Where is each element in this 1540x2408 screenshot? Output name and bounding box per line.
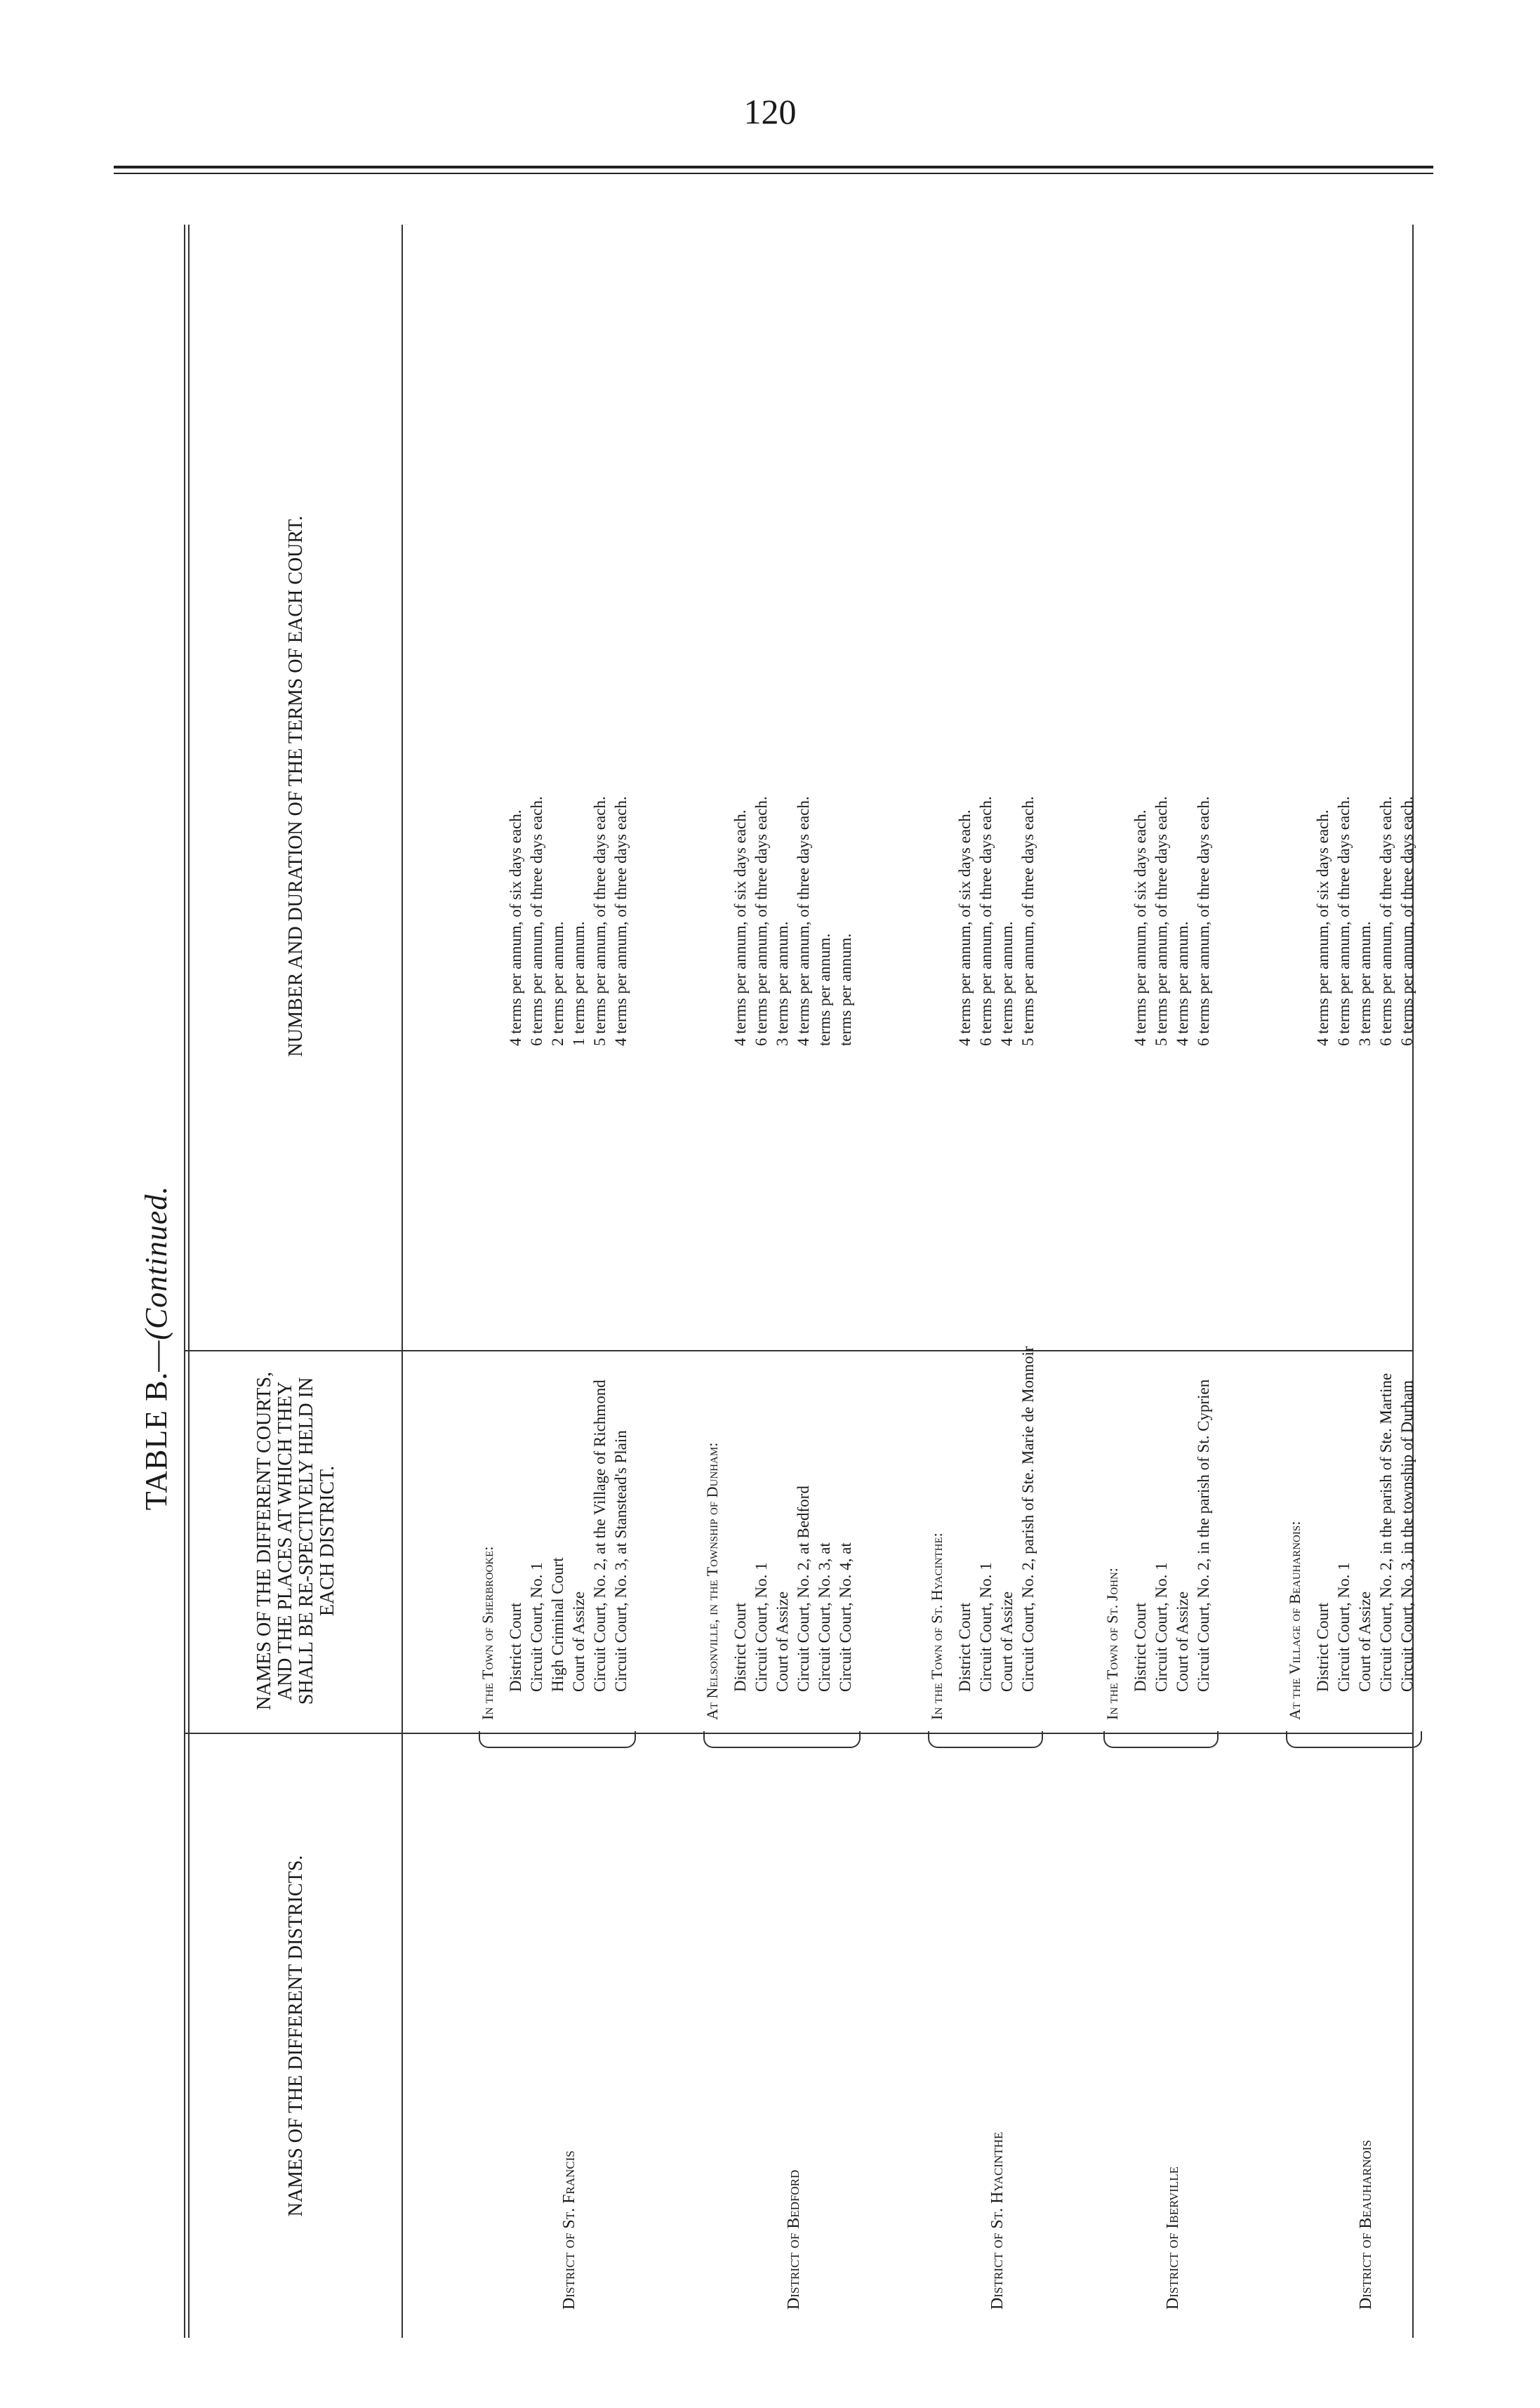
district-location: At the Village of Beauharnois: <box>1286 1521 1303 1720</box>
court-terms: 6 terms per annum, of three days each. <box>752 796 770 1046</box>
court-name: Circuit Court, No. 1 <box>528 1562 545 1692</box>
court-name: District Court <box>956 1602 974 1692</box>
court-name: Circuit Court, No. 3, in the township of Durham <box>1398 1380 1416 1692</box>
court-name: District Court <box>1131 1602 1149 1692</box>
district-location: At Nelsonville, in the Township of Dunham: <box>703 1442 721 1720</box>
court-terms: terms per annum. <box>816 933 833 1046</box>
court-terms: 5 terms per annum, of three days each. <box>1153 796 1170 1046</box>
court-terms: 5 terms per annum, of three days each. <box>591 796 609 1046</box>
court-name: Court of Assize <box>774 1591 791 1692</box>
court-name: District Court <box>1314 1602 1332 1692</box>
court-name: Circuit Court, No. 2, in the parish of St. Cyprien <box>1195 1379 1212 1692</box>
court-name: Circuit Court, No. 3, at Stanstead's Plain <box>612 1430 630 1692</box>
court-terms: 6 terms per annum, of three days each. <box>1335 796 1353 1046</box>
court-name: Circuit Court, No. 1 <box>1153 1562 1170 1692</box>
court-name: Court of Assize <box>1356 1591 1374 1692</box>
court-name: District Court <box>731 1602 749 1692</box>
district-location: In the Town of Sherbrooke: <box>479 1546 496 1720</box>
court-name: Circuit Court, No. 1 <box>977 1562 995 1692</box>
court-name: Court of Assize <box>998 1591 1016 1692</box>
group-brace <box>1103 1731 1219 1748</box>
district-location: In the Town of St. Hyacinthe: <box>928 1533 945 1720</box>
court-name: Court of Assize <box>570 1591 588 1692</box>
court-terms: 1 terms per annum. <box>570 921 588 1046</box>
district-name: District of St. Francis <box>560 2150 578 2310</box>
terms-header: NUMBER AND DURATION OF THE TERMS OF EACH COURT. <box>285 515 307 1057</box>
districts-header: NAMES OF THE DIFFERENT DISTRICTS. <box>285 1855 307 2217</box>
court-name: Circuit Court, No. 2, at the Village of Richmond <box>591 1380 609 1692</box>
court-terms: 4 terms per annum, of six days each. <box>507 809 524 1046</box>
court-terms: 6 terms per annum, of three days each. <box>1377 796 1395 1046</box>
group-brace <box>928 1731 1043 1748</box>
table-top-rule-inner <box>188 225 190 2338</box>
court-terms: 4 terms per annum, of six days each. <box>1131 809 1149 1046</box>
court-name: Circuit Court, No. 1 <box>1335 1562 1353 1692</box>
court-terms: 2 terms per annum. <box>549 921 566 1046</box>
court-terms: 3 terms per annum. <box>1356 921 1374 1046</box>
court-terms: 6 terms per annum, of three days each. <box>1195 796 1212 1046</box>
district-location: In the Town of St. John: <box>1103 1568 1121 1720</box>
court-terms: 3 terms per annum. <box>774 921 791 1046</box>
court-terms: 4 terms per annum, of six days each. <box>1314 809 1332 1046</box>
court-name: Court of Assize <box>1174 1591 1191 1692</box>
court-terms: terms per annum. <box>837 933 854 1046</box>
court-terms: 4 terms per annum, of six days each. <box>956 809 974 1046</box>
group-brace <box>703 1731 861 1748</box>
top-rule-thin <box>114 173 1433 174</box>
court-name: Circuit Court, No. 2, at Bedford <box>795 1486 812 1692</box>
court-terms: 4 terms per annum. <box>1174 921 1191 1046</box>
court-terms: 6 terms per annum, of three days each. <box>977 796 995 1046</box>
group-brace <box>479 1731 636 1748</box>
court-terms: 5 terms per annum, of three days each. <box>1019 796 1037 1046</box>
court-terms: 4 terms per annum, of three days each. <box>612 796 630 1046</box>
rotated-table <box>114 225 1433 2338</box>
table-top-rule <box>184 225 185 2338</box>
court-name: Circuit Court, No. 2, parish of Ste. Marie de Monnoir <box>1019 1346 1037 1692</box>
district-name: District of Beauharnois <box>1357 2140 1375 2310</box>
district-name: District of Bedford <box>785 2169 803 2310</box>
court-name: Circuit Court, No. 4, at <box>837 1542 854 1692</box>
page-number: 120 <box>743 92 797 131</box>
court-name: Circuit Court, No. 2, in the parish of Ste. Martine <box>1377 1372 1395 1692</box>
court-terms: 4 terms per annum, of three days each. <box>795 796 812 1046</box>
court-terms: 6 terms per annum, of three days each. <box>528 796 545 1046</box>
court-name: Circuit Court, No. 3, at <box>816 1542 833 1692</box>
court-terms: 4 terms per annum. <box>998 921 1016 1046</box>
top-rule-thick <box>114 166 1433 168</box>
district-name: District of St. Hyacinthe <box>988 2131 1007 2310</box>
court-name: High Criminal Court <box>549 1557 566 1692</box>
court-name: Circuit Court, No. 1 <box>752 1562 770 1692</box>
court-terms: 4 terms per annum, of six days each. <box>731 809 749 1046</box>
table-title: TABLE B.—(Continued. <box>139 1185 173 1511</box>
header-bottom-rule <box>401 225 403 2338</box>
court-terms: 6 terms per annum, of three days each. <box>1398 796 1416 1046</box>
district-name: District of Iberville <box>1164 2166 1182 2310</box>
group-brace <box>1286 1731 1422 1748</box>
courts-header: NAMES OF THE DIFFERENT COURTS, AND THE PLACES AT WHICH THEY SHALL BE RE-SPECTIVELY HELD IN EACH DISTRICT. <box>253 1372 338 1710</box>
court-name: District Court <box>507 1602 524 1692</box>
